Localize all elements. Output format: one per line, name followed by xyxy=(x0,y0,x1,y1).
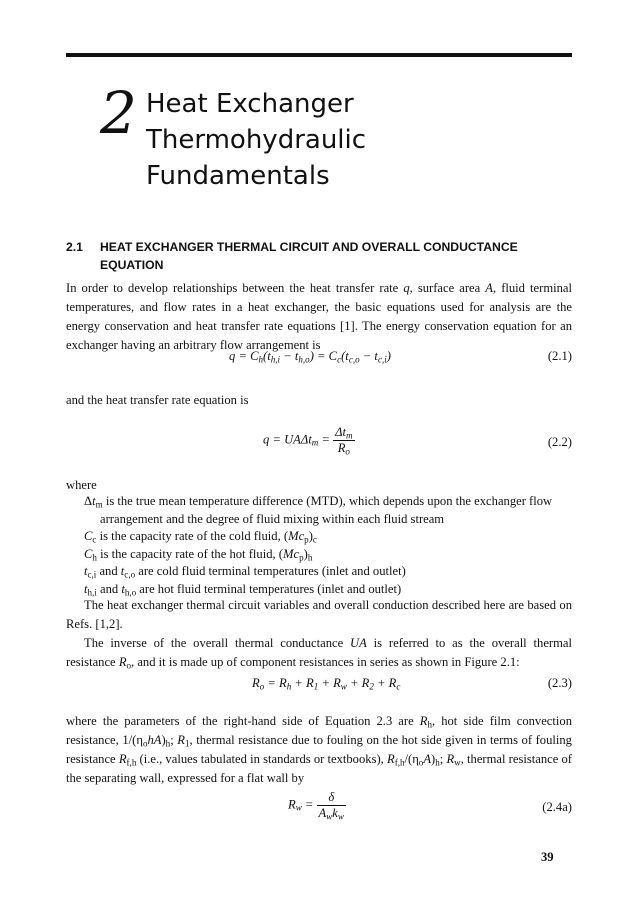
inverse-paragraph: The inverse of the overall thermal conductance UA is referred to as the overall thermal resistance $R_o$, and it is made up of component resistances in series as shown in Figure 2.1: xyxy=(66,636,572,671)
section-number: 2.1 xyxy=(66,240,83,254)
equation-2-4a-expression: $R_w$ = $\frac{\delta}{A_wk_w}$ xyxy=(288,790,344,822)
equation-2-3-number: (2.3) xyxy=(547,676,572,690)
equation-2-3 xyxy=(66,676,572,698)
equation-2-3-expression: $R_o = R_h + R_1 + R_w + R_2 + R_c$ xyxy=(252,676,401,692)
chapter-title-line-3: Fundamentals xyxy=(146,161,330,191)
equation-2-1-number: (2.1) xyxy=(547,349,572,363)
equation-2-2 xyxy=(66,421,572,467)
chapter-rule xyxy=(66,53,572,57)
where-label: where xyxy=(66,478,97,492)
equation-2-4a-number: (2.4a) xyxy=(542,800,572,814)
definition-ch: $C_h$ is the capacity rate of the hot fluid, $(Mc_p)_h$ xyxy=(84,546,313,562)
definitions-list xyxy=(84,493,572,598)
definition-th: $t_{h,i}$ and $t_{h,o}$ are hot fluid terminal temperatures (inlet and outlet) xyxy=(84,581,402,597)
heat-rate-intro: and the heat transfer rate equation is xyxy=(66,393,249,407)
parameters-paragraph: where the parameters of the right-hand side of Equation 2.3 are $R_h$, hot side film convection resistance, $1/(\eta_ohA)_h$; $R_1$, thermal resistance due to fouling on the hot side given in terms of fouling resistance $R_{f,h}$ (i.e., values tabulated in standards or textbooks), $R_{f,h}/(\eta_oA)_h$; $R_w$, thermal resistance of the separating wall, expressed for a flat wall by xyxy=(66,714,572,785)
equation-2-4a xyxy=(66,786,572,832)
page-number: 39 xyxy=(541,850,554,864)
equation-2-2-expression: q = UAΔt$_m$ = $\frac{\Delta t_m}{R_o}$ xyxy=(263,425,353,457)
intro-paragraph: In order to develop relationships between the heat transfer rate q, surface area A, fluid terminal temperatures, and flow rates in a heat exchanger, the basic equations used for analysis are the energy conservation and heat transfer rate equations [1]. The energy conservation equation for an exchanger having an arbitrary flow arrangement is xyxy=(66,281,572,352)
equation-2-2-number: (2.2) xyxy=(547,435,572,449)
equation-2-1-expression: $q = C_h(t_{h,i} - t_{h,o}) = C_c(t_{c,o} - t_{c,i})$ xyxy=(229,349,391,365)
equation-2-2-fraction: $\frac{\Delta t_m}{R_o}$ xyxy=(335,425,353,457)
chapter-title-line-2: Thermohydraulic xyxy=(146,125,367,155)
equation-2-4a-fraction: $\frac{\delta}{A_wk_w}$ xyxy=(318,790,344,822)
chapter-number: 2 xyxy=(100,79,137,147)
section-title: HEAT EXCHANGER THERMAL CIRCUIT AND OVERALL CONDUCTANCE EQUATION xyxy=(100,240,518,272)
refs-paragraph: The heat exchanger thermal circuit variables and overall conduction described here are based on Refs. [1,2]. xyxy=(66,598,572,631)
definition-tc: $t_{c,i}$ and $t_{c,o}$ are cold fluid terminal temperatures (inlet and outlet) xyxy=(84,564,406,580)
definition-cc: $C_c$ is the capacity rate of the cold fluid, $(Mc_p)_c$ xyxy=(84,529,317,545)
chapter-title xyxy=(146,86,366,194)
chapter-title-line-1: Heat Exchanger xyxy=(146,89,354,119)
equation-2-1 xyxy=(66,349,572,371)
definition-delta-tm: $\Delta t_m$ is the true mean temperature difference (MTD), which depends upon the exchanger flow arrangement and the degree of fluid mixing within each fluid stream xyxy=(84,494,553,526)
section-heading xyxy=(66,238,572,274)
